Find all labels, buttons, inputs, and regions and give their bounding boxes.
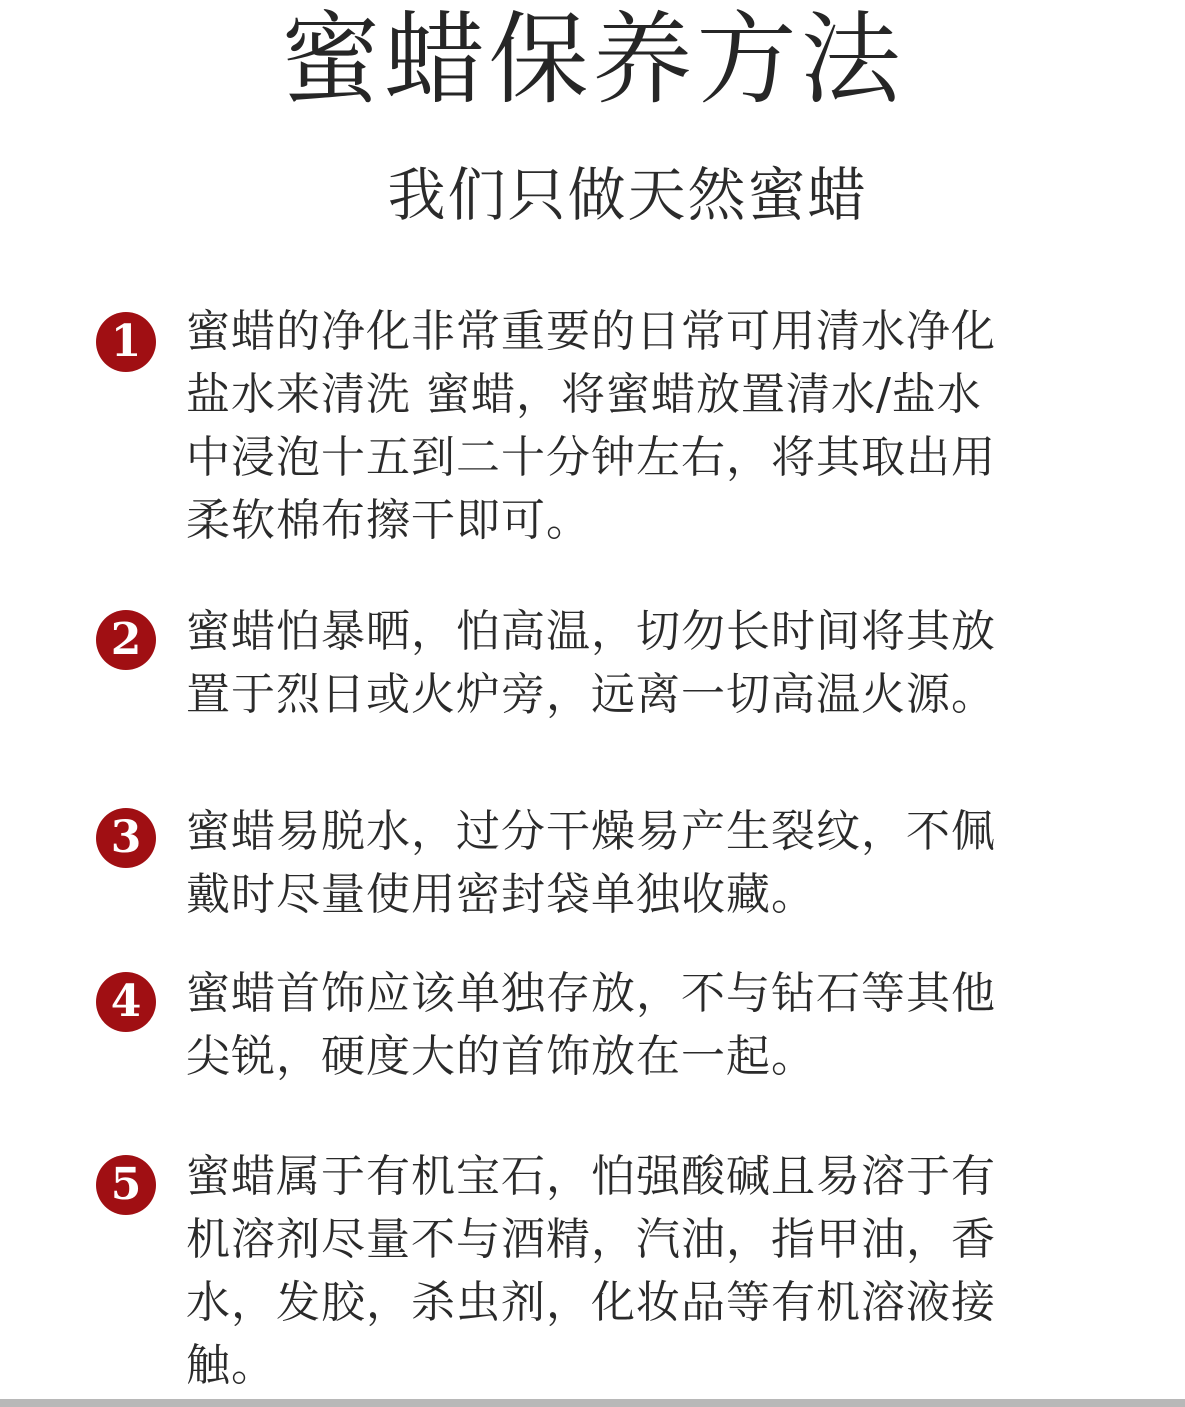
- step-text: 蜜蜡怕暴晒，怕高温，切勿长时间将其放 置于烈日或火炉旁，远离一切高温火源。: [186, 606, 996, 720]
- step-text: 蜜蜡易脱水，过分干燥易产生裂纹，不佩 戴时尽量使用密封袋单独收藏。: [186, 806, 996, 920]
- bottom-divider: [0, 1399, 1185, 1407]
- step-number-badge: 1: [96, 312, 156, 372]
- step-number-badge: 5: [96, 1155, 156, 1215]
- step-text: 蜜蜡的净化非常重要的日常可用清水净化 盐水来清洗 蜜蜡，将蜜蜡放置清水/盐水 中浸泡十五到二十分钟左右，将其取出用 柔软棉布擦干即可。: [186, 306, 996, 546]
- step-number-badge: 4: [96, 972, 156, 1032]
- step-text: 蜜蜡首饰应该单独存放，不与钻石等其他 尖锐，硬度大的首饰放在一起。: [186, 968, 996, 1082]
- step-text: 蜜蜡属于有机宝石，怕强酸碱且易溶于有 机溶剂尽量不与酒精，汽油，指甲油，香 水，发胶，杀虫剂，化妆品等有机溶液接 触。: [186, 1151, 996, 1391]
- step-number-badge: 3: [96, 808, 156, 868]
- step-number-badge: 2: [96, 610, 156, 670]
- page-subtitle: 我们只做天然蜜蜡: [387, 161, 868, 229]
- page-title: 蜜蜡保养方法: [280, 1, 905, 118]
